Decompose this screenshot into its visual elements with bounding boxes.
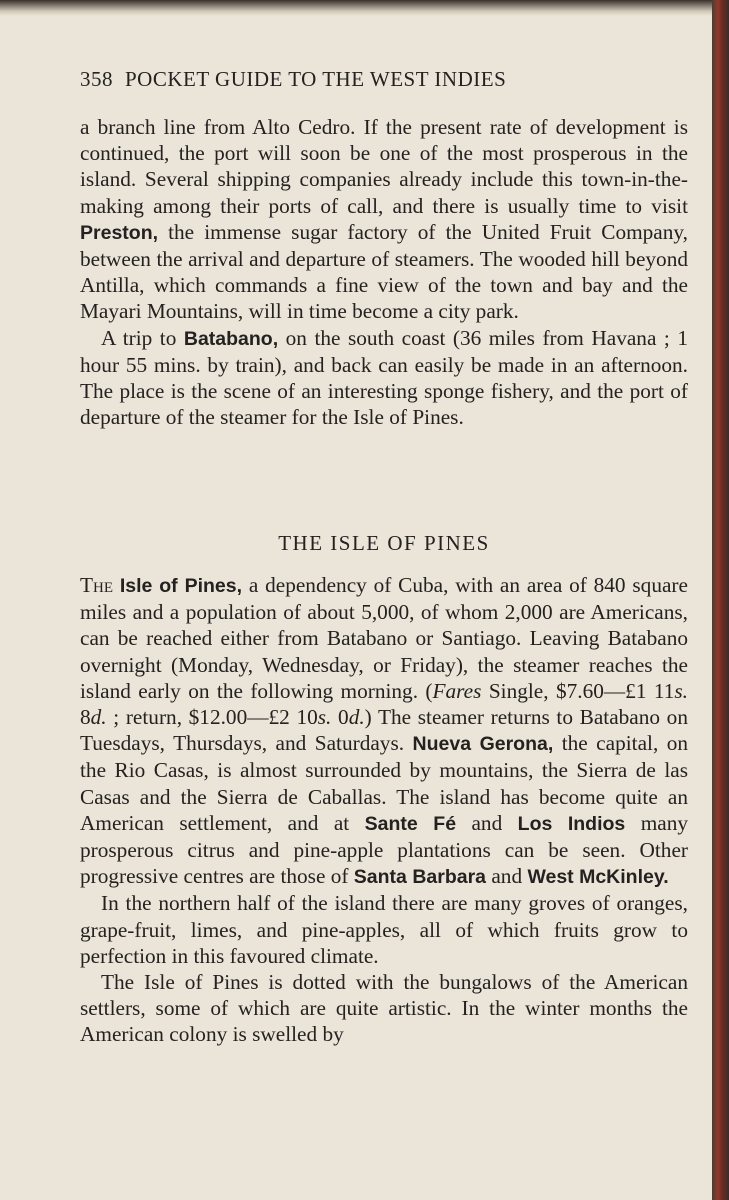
text-run: the immense sugar factory of the United Fruit Company, between the arrival and departure of steamers. The wooded hill beyond Antilla, which commands a fine view of the town and bay and the Mayari Mountains, will in time become a city park. bbox=[80, 219, 688, 324]
lower-text-block bbox=[80, 572, 688, 1048]
text-run: the capital, on the Rio Casas, is almost surrounded by mountains, the Sierra de las Casas and the Sierra de Caballas. The island has become quite an American settlement, and at bbox=[80, 731, 689, 835]
italic-text: d. bbox=[348, 705, 365, 730]
place-name-bold: Preston, bbox=[80, 221, 159, 244]
running-title: POCKET GUIDE TO THE WEST INDIES bbox=[125, 67, 507, 91]
text-run: and bbox=[486, 864, 528, 889]
text-run: ) The steamer returns to Batabano on Tuesdays, Thursdays, and Saturdays. bbox=[80, 705, 688, 756]
text-run: 8 bbox=[80, 705, 91, 730]
place-name-bold: Isle of Pines, bbox=[119, 575, 243, 597]
running-header bbox=[80, 66, 688, 92]
text-run: on the south coast (36 miles from Havana ; 1 hour 55 mins. by train), and back can easily be made in an afternoon. The place is the scene of an interesting sponge fishery, and the port of departure of the steamer for the Isle of Pines. bbox=[80, 325, 688, 430]
book-spine-edge bbox=[712, 0, 729, 1200]
page-number: 358 bbox=[80, 67, 113, 91]
place-name-bold: Santa Barbara bbox=[353, 866, 487, 889]
section-heading: THE ISLE OF PINES bbox=[278, 531, 490, 555]
italic-text: d. bbox=[90, 705, 107, 730]
place-name-bold: Nueva Gerona, bbox=[412, 733, 554, 756]
italic-text: Fares bbox=[432, 678, 482, 703]
text-run: a dependency of Cuba, with an area of 840 square miles and a population of about 5,000, of whom 2,000 are Americans, can be reached either from Batabano or Santiago. Leaving Batabano overnight (Monday, Wednesday, or Friday), the steamer reaches the island early on the following morning. ( bbox=[80, 573, 688, 703]
text-run: Single, $7.60—£1 11 bbox=[481, 678, 675, 703]
text-run: A trip to bbox=[101, 325, 184, 350]
paragraph-bungalows: The Isle of Pines is dotted with the bungalows of the American settlers, some of which are quite artistic. In the winter months the American colony is swelled by bbox=[80, 970, 688, 1047]
paragraph-isle-of-pines bbox=[80, 572, 688, 890]
text-run: and bbox=[456, 810, 518, 835]
paragraph-groves: In the northern half of the island there are many groves of oranges, grape-fruit, limes, and pine-apples, all of which fruits grow to perfection in this favoured climate. bbox=[80, 891, 688, 968]
upper-text-block bbox=[80, 114, 688, 430]
italic-text: s. bbox=[317, 705, 332, 730]
text-run: many prosperous citrus and pine-apple plantations can be seen. Other progressive centres are those of bbox=[80, 810, 689, 889]
small-caps-opening: The bbox=[80, 573, 114, 597]
text-run: 0 bbox=[331, 705, 349, 730]
place-name-bold: Batabano, bbox=[183, 327, 279, 350]
italic-text: s. bbox=[674, 678, 688, 703]
paragraph-batabano bbox=[80, 325, 688, 431]
top-edge-shadow bbox=[0, 0, 712, 16]
paragraph-antilla bbox=[80, 114, 688, 325]
place-name-bold: Sante Fé bbox=[364, 812, 457, 835]
text-run: ; return, $12.00—£2 10 bbox=[106, 705, 318, 730]
place-name-bold: Los Indios bbox=[517, 812, 626, 835]
text-run bbox=[113, 573, 120, 597]
text-run: a branch line from Alto Cedro. If the present rate of development is continued, the port will soon be one of the most prosperous in the island. Several shipping companies already include this town-in-the-making among their ports of call, and there is usually time to visit bbox=[80, 115, 688, 218]
place-name-bold: West McKinley. bbox=[527, 866, 669, 889]
